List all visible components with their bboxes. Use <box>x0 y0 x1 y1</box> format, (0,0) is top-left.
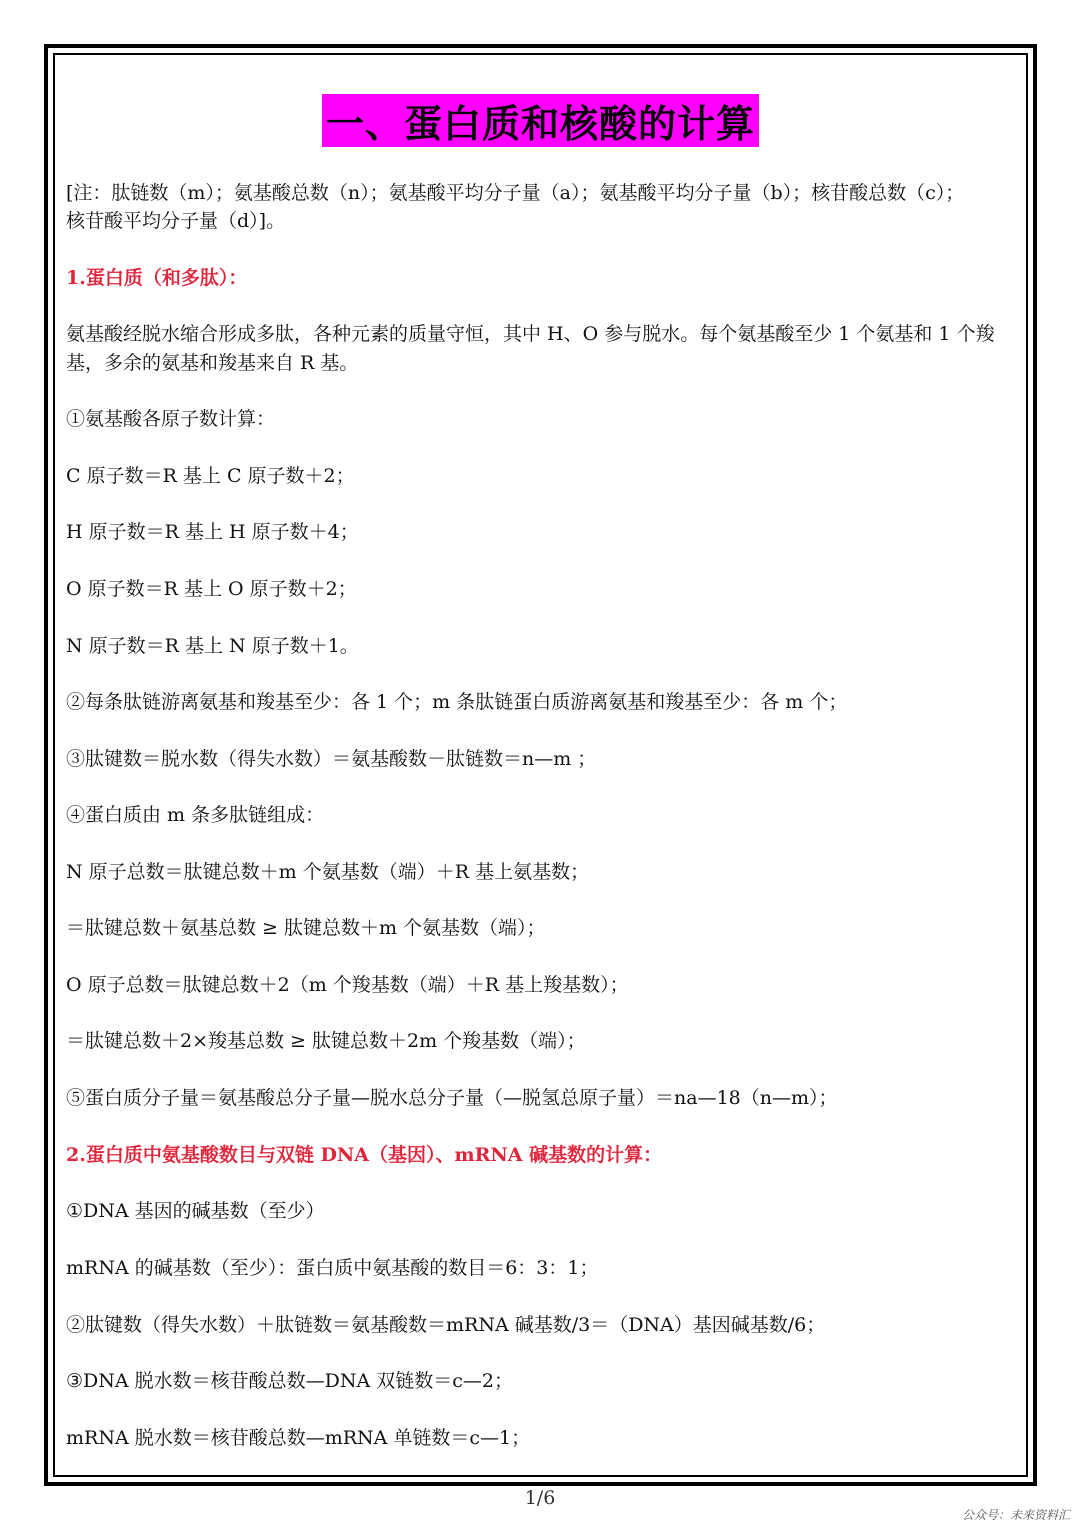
formula-line: ①DNA 基因的碱基数（至少） <box>66 1200 325 1222</box>
formula-line: mRNA 的碱基数（至少）：蛋白质中氨基酸的数目＝6：3：1； <box>66 1257 599 1279</box>
formula-line: ②每条肽链游离氨基和羧基至少：各 1 个；m 条肽链蛋白质游离氨基和羧基至少：各 m 个； <box>66 691 848 713</box>
formula-line: N 原子总数＝肽键总数＋m 个氨基数（端）＋R 基上氨基数； <box>66 861 590 883</box>
formula-line: ＝肽键总数＋氨基总数 ≥ 肽键总数＋m 个氨基数（端）； <box>66 917 546 939</box>
formula-line: O 原子总数＝肽键总数＋2（m 个羧基数（端）＋R 基上羧基数）； <box>66 974 629 996</box>
page-number: 1/6 <box>524 1487 556 1509</box>
formula-line: ③DNA 脱水数＝核苷酸总数—DNA 双链数＝c—2； <box>66 1370 514 1392</box>
watermark-brand: 公众号：未来资料汇 <box>961 1508 1070 1522</box>
note-line: 核苷酸平均分子量（d）]。 <box>66 210 286 232</box>
section-heading: 1.蛋白质（和多肽）： <box>66 267 248 289</box>
formula-line: ③肽键数＝脱水数（得失水数）＝氨基酸数－肽链数＝n—m ； <box>66 748 597 770</box>
formula-line: O 原子数＝R 基上 O 原子数＋2； <box>66 578 357 600</box>
formula-line: N 原子数＝R 基上 N 原子数＋1。 <box>66 635 359 657</box>
formula-line: C 原子数＝R 基上 C 原子数＋2； <box>66 465 355 487</box>
formula-line: H 原子数＝R 基上 H 原子数＋4； <box>66 521 359 543</box>
formula-line: ①氨基酸各原子数计算： <box>66 408 276 430</box>
formula-line: ＝肽键总数＋2×羧基总数 ≥ 肽键总数＋2m 个羧基数（端）； <box>66 1030 586 1052</box>
page-title: 一、蛋白质和核酸的计算 <box>322 94 759 147</box>
formula-line: ②肽键数（得失水数）＋肽链数＝氨基酸数＝mRNA 碱基数/3＝（DNA）基因碱基数/6； <box>66 1314 826 1336</box>
section-heading: 2.蛋白质中氨基酸数目与双链 DNA（基因）、mRNA 碱基数的计算： <box>66 1144 663 1166</box>
formula-line: mRNA 脱水数＝核苷酸总数—mRNA 单链数＝c—1； <box>66 1427 531 1449</box>
paragraph-line: 氨基酸经脱水缩合形成多肽，各种元素的质量守恒，其中 H、O 参与脱水。每个氨基酸至少 1 个氨基和 1 个羧 <box>66 323 995 345</box>
paragraph-line: 基，多余的氨基和羧基来自 R 基。 <box>66 352 359 374</box>
formula-line: ④蛋白质由 m 条多肽链组成： <box>66 804 325 826</box>
formula-line: ⑤蛋白质分子量＝氨基酸总分子量—脱水总分子量（—脱氢总原子量）＝na—18（n—m）； <box>66 1087 838 1109</box>
note-line: [注：肽链数（m）；氨基酸总数（n）；氨基酸平均分子量（a）；氨基酸平均分子量（b）；核苷酸总数（c）； <box>66 182 965 204</box>
